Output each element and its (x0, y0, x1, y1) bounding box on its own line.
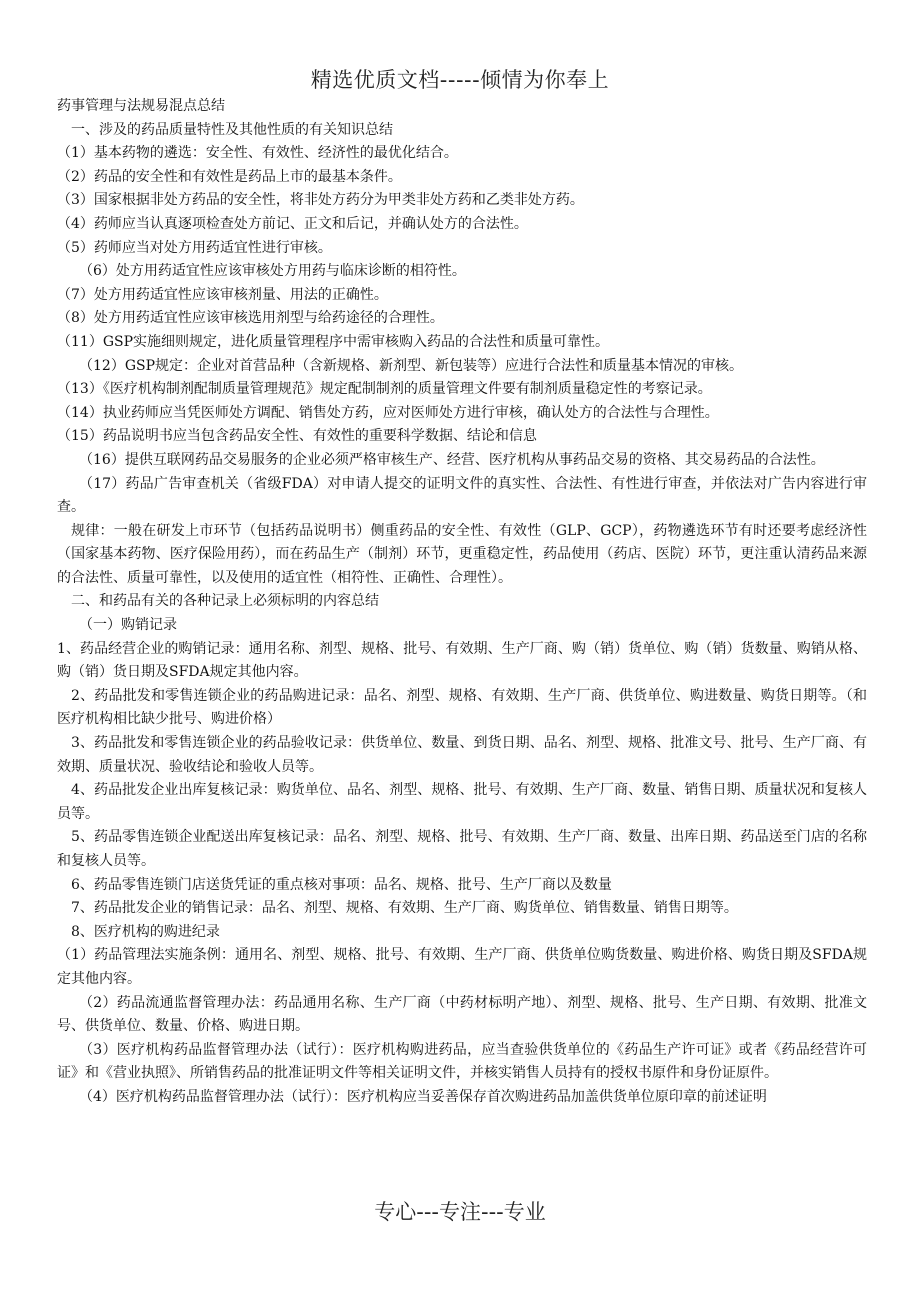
page-footer-title: 专心---专注---专业 (374, 1200, 546, 1224)
paragraph: （3）医疗机构药品监督管理办法（试行）：医疗机构购进药品，应当查验供货单位的《药品生产许可证》或者《药品经营许可证》和《营业执照》、所销售药品的批准证明文件等相关证明文件，并核实销售人员持有的授权书原件和身份证原件。 (57, 1041, 867, 1082)
paragraph: （6）处方用药适宜性应该审核处方用药与临床诊断的相符性。 (79, 263, 466, 280)
paragraph: 1、药品经营企业的购销记录：通用名称、剂型、规格、批号、有效期、生产厂商、购（销）货单位、购（销）货数量、购销从格、购（销）货日期及SFDA规定其他内容。 (57, 640, 867, 681)
paragraph: （1）药品管理法实施条例：通用名、剂型、规格、批号、有效期、生产厂商、供货单位购货数量、购进价格、购货日期及SFDA规定其他内容。 (57, 947, 867, 987)
paragraph: （11）GSP实施细则规定，进化质量管理程序中需审核购入药品的合法性和质量可靠性。 (57, 333, 610, 350)
paragraph: 5、药品零售连锁企业配送出库复核记录：品名、剂型、规格、批号、有效期、生产厂商、数量、出库日期、药品送至门店的名称和复核人员等。 (57, 829, 867, 869)
document-title: 药事管理与法规易混点总结 (57, 98, 225, 114)
paragraph: 6、药品零售连锁门店送货凭证的重点核对事项：品名、规格、批号、生产厂商以及数量 (71, 876, 612, 893)
paragraph: （17）药品广告审查机关（省级FDA）对申请人提交的证明文件的真实性、合法性、有性进行审查，并依法对广告内容进行审查。 (57, 475, 867, 516)
paragraph: 2、药品批发和零售连锁企业的药品购进记录：品名、剂型、规格、有效期、生产厂商、供货单位、购进数量、购货日期等。（和医疗机构相比缺少批号、购进价格） (57, 687, 867, 728)
section-heading-1: 一、涉及的药品质量特性及其他性质的有关知识总结 (71, 121, 393, 138)
paragraph: 3、药品批发和零售连锁企业的药品验收记录：供货单位、数量、到货日期、品名、剂型、规格、批准文号、批号、生产厂商、有效期、质量状况、验收结论和验收人员等。 (57, 735, 867, 775)
page-header-title: 精选优质文档-----倾情为你奉上 (310, 68, 610, 92)
section-heading-2: 二、和药品有关的各种记录上必须标明的内容总结 (71, 593, 379, 610)
paragraph: （4）药师应当认真逐项检查处方前记、正文和后记，并确认处方的合法性。 (57, 215, 528, 232)
document-body (57, 95, 867, 1110)
paragraph: （4）医疗机构药品监督管理办法（试行）：医疗机构应当妥善保存首次购进药品加盖供货单位原印章的前述证明 (79, 1088, 767, 1105)
paragraph: （14）执业药师应当凭医师处方调配、销售处方药，应对医师处方进行审核，确认处方的合法性与合理性。 (57, 404, 719, 421)
paragraph: （13）《医疗机构制剂配制质量管理规范》规定配制制剂的质量管理文件要有制剂质量稳定性的考察记录。 (57, 381, 712, 398)
paragraph: 4、药品批发企业出库复核记录：购货单位、品名、剂型、规格、批号、有效期、生产厂商、数量、销售日期、质量状况和复核人员等。 (57, 782, 867, 822)
paragraph: 8、医疗机构的购进纪录 (71, 923, 220, 940)
paragraph: （5）药师应当对处方用药适宜性进行审核。 (57, 239, 332, 256)
paragraph: 7、药品批发企业的销售记录：品名、剂型、规格、有效期、生产厂商、购货单位、销售数量、销售日期等。 (71, 900, 738, 917)
paragraph: （16）提供互联网药品交易服务的企业必须严格审核生产、经营、医疗机构从事药品交易的资格、其交易药品的合法性。 (79, 451, 825, 468)
paragraph-rule: 规律：一般在研发上市环节（包括药品说明书）侧重药品的安全性、有效性（GLP、GCP），药物遴选环节有时还要考虑经济性（国家基本药物、医疗保险用药），而在药品生产（制剂）环节，更重稳定性，药品使用（药店、医院）环节，更注重认清药品来源的合法性、质量可靠性，以及使用的适宜性（相符性、正确性、合理性）。 (57, 522, 867, 586)
paragraph: （8）处方用药适宜性应该审核选用剂型与给药途径的合理性。 (57, 310, 444, 327)
paragraph: （12）GSP规定：企业对首营品种（含新规格、新剂型、新包装等）应进行合法性和质量基本情况的审核。 (79, 357, 744, 374)
paragraph: （2）药品的安全性和有效性是药品上市的最基本条件。 (57, 168, 402, 185)
paragraph: （7）处方用药适宜性应该审核剂量、用法的正确性。 (57, 286, 388, 303)
paragraph: （1）基本药物的遴选：安全性、有效性、经济性的最优化结合。 (57, 145, 458, 162)
paragraph: （2）药品流通监督管理办法：药品通用名称、生产厂商（中药材标明产地）、剂型、规格、批号、生产日期、有效期、批准文号、供货单位、数量、价格、购进日期。 (57, 994, 867, 1035)
subsection-heading: （一）购销记录 (79, 617, 177, 634)
paragraph: （15）药品说明书应当包含药品安全性、有效性的重要科学数据、结论和信息 (57, 428, 537, 445)
paragraph: （3）国家根据非处方药品的安全性，将非处方药分为甲类非处方药和乙类非处方药。 (57, 192, 584, 209)
